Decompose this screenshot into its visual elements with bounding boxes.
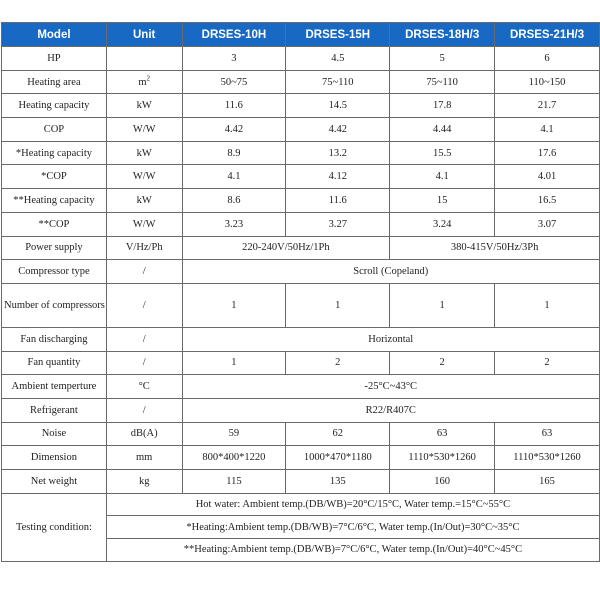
- row-label: Noise: [2, 422, 107, 446]
- row-label: Fan quantity: [2, 351, 107, 375]
- row-unit: [106, 70, 182, 94]
- cell-value: 2: [286, 351, 390, 375]
- row-unit: W/W: [106, 165, 182, 189]
- row-net-weight: [2, 470, 600, 494]
- cell-value: 4.42: [286, 118, 390, 142]
- cell-value: -25°C~43°C: [182, 375, 600, 399]
- cell-value: 3: [182, 47, 286, 71]
- spec-table: [1, 22, 600, 562]
- row-label: Heating area: [2, 70, 107, 94]
- row-heating-area: [2, 70, 600, 94]
- cell-value: 5: [390, 47, 495, 71]
- cell-value: 75~110: [286, 70, 390, 94]
- cell-value: 800*400*1220: [182, 446, 286, 470]
- cell-value: 63: [495, 422, 600, 446]
- row-unit: mm: [106, 446, 182, 470]
- cell-value: 4.1: [182, 165, 286, 189]
- row-label: Number of compressors: [2, 283, 107, 327]
- cell-value: 11.6: [286, 189, 390, 213]
- cell-value: 1110*530*1260: [390, 446, 495, 470]
- row-label: Power supply: [2, 236, 107, 260]
- cell-value: 3.27: [286, 212, 390, 236]
- row-noise: [2, 422, 600, 446]
- cell-value: 4.1: [495, 118, 600, 142]
- cell-value: 6: [495, 47, 600, 71]
- cell-value: 4.5: [286, 47, 390, 71]
- cell-value: Scroll (Copeland): [182, 260, 600, 284]
- row-unit: V/Hz/Ph: [106, 236, 182, 260]
- cell-value: 1: [390, 283, 495, 327]
- cell-value: 4.12: [286, 165, 390, 189]
- cell-value: 4.1: [390, 165, 495, 189]
- cell-value: 8.9: [182, 141, 286, 165]
- row-fan-discharging: [2, 327, 600, 351]
- row-unit: /: [106, 283, 182, 327]
- cell-value: 2: [390, 351, 495, 375]
- row-label: **Heating capacity: [2, 189, 107, 213]
- cell-value: 50~75: [182, 70, 286, 94]
- testing-line: **Heating:Ambient temp.(DB/WB)=7°C/6°C, Water temp.(In/Out)=40°C~45°C: [106, 539, 599, 562]
- cell-value: 1: [495, 283, 600, 327]
- header-model-1: DRSES-10H: [182, 23, 286, 47]
- row-ambient-temperature: [2, 375, 600, 399]
- cell-value: 115: [182, 470, 286, 494]
- row-testing-condition: [2, 493, 600, 516]
- row-heating-capacity: [2, 94, 600, 118]
- row-heating-capacity-double-star: [2, 189, 600, 213]
- row-label: Heating capacity: [2, 94, 107, 118]
- cell-value: 4.42: [182, 118, 286, 142]
- unit-superscript: 2: [146, 74, 151, 83]
- row-number-of-compressors: [2, 283, 600, 327]
- row-refrigerant: [2, 398, 600, 422]
- cell-value: 15: [390, 189, 495, 213]
- row-cop: [2, 118, 600, 142]
- header-row: [2, 23, 600, 47]
- cell-value: 3.07: [495, 212, 600, 236]
- row-label: *COP: [2, 165, 107, 189]
- cell-value: 1: [182, 351, 286, 375]
- row-label: *Heating capacity: [2, 141, 107, 165]
- cell-value: 135: [286, 470, 390, 494]
- row-compressor-type: [2, 260, 600, 284]
- cell-value: 220-240V/50Hz/1Ph: [182, 236, 390, 260]
- row-heating-capacity-star: [2, 141, 600, 165]
- cell-value: 14.5: [286, 94, 390, 118]
- cell-value: 13.2: [286, 141, 390, 165]
- cell-value: 75~110: [390, 70, 495, 94]
- header-model-4: DRSES-21H/3: [495, 23, 600, 47]
- cell-value: 3.24: [390, 212, 495, 236]
- row-unit: kW: [106, 94, 182, 118]
- row-unit: /: [106, 327, 182, 351]
- cell-value: 16.5: [495, 189, 600, 213]
- cell-value: 8.6: [182, 189, 286, 213]
- cell-value: 63: [390, 422, 495, 446]
- cell-value: Horizontal: [182, 327, 600, 351]
- row-unit: /: [106, 260, 182, 284]
- row-label: Compressor type: [2, 260, 107, 284]
- cell-value: 11.6: [182, 94, 286, 118]
- testing-line: *Heating:Ambient temp.(DB/WB)=7°C/6°C, Water temp.(In/Out)=30°C~35°C: [106, 516, 599, 539]
- row-unit: /: [106, 398, 182, 422]
- cell-value: 160: [390, 470, 495, 494]
- row-unit: W/W: [106, 118, 182, 142]
- cell-value: 21.7: [495, 94, 600, 118]
- row-unit: [106, 47, 182, 71]
- cell-value: 15.5: [390, 141, 495, 165]
- cell-value: 1: [182, 283, 286, 327]
- cell-value: 1000*470*1180: [286, 446, 390, 470]
- cell-value: R22/R407C: [182, 398, 600, 422]
- row-label: Dimension: [2, 446, 107, 470]
- row-dimension: [2, 446, 600, 470]
- header-model: Model: [2, 23, 107, 47]
- row-unit: dB(A): [106, 422, 182, 446]
- cell-value: 17.6: [495, 141, 600, 165]
- cell-value: 2: [495, 351, 600, 375]
- testing-line: Hot water: Ambient temp.(DB/WB)=20°C/15°C, Water temp.=15°C~55°C: [106, 493, 599, 516]
- cell-value: 4.01: [495, 165, 600, 189]
- cell-value: 3.23: [182, 212, 286, 236]
- row-label: Refrigerant: [2, 398, 107, 422]
- row-unit: kW: [106, 189, 182, 213]
- cell-value: 165: [495, 470, 600, 494]
- row-label: **COP: [2, 212, 107, 236]
- row-unit: W/W: [106, 212, 182, 236]
- row-cop-star: [2, 165, 600, 189]
- cell-value: 4.44: [390, 118, 495, 142]
- row-label: Testing condition:: [2, 493, 107, 561]
- cell-value: 17.8: [390, 94, 495, 118]
- row-power-supply: [2, 236, 600, 260]
- row-unit: kW: [106, 141, 182, 165]
- row-label: COP: [2, 118, 107, 142]
- row-hp: [2, 47, 600, 71]
- row-unit: °C: [106, 375, 182, 399]
- row-label: Net weight: [2, 470, 107, 494]
- cell-value: 380-415V/50Hz/3Ph: [390, 236, 600, 260]
- row-fan-quantity: [2, 351, 600, 375]
- cell-value: 110~150: [495, 70, 600, 94]
- cell-value: 1110*530*1260: [495, 446, 600, 470]
- cell-value: 59: [182, 422, 286, 446]
- cell-value: 1: [286, 283, 390, 327]
- row-unit: kg: [106, 470, 182, 494]
- header-unit: Unit: [106, 23, 182, 47]
- row-label: Ambient temperture: [2, 375, 107, 399]
- row-label: HP: [2, 47, 107, 71]
- row-cop-double-star: [2, 212, 600, 236]
- unit-base: m: [138, 76, 147, 88]
- header-model-3: DRSES-18H/3: [390, 23, 495, 47]
- cell-value: 62: [286, 422, 390, 446]
- header-model-2: DRSES-15H: [286, 23, 390, 47]
- row-label: Fan discharging: [2, 327, 107, 351]
- row-unit: /: [106, 351, 182, 375]
